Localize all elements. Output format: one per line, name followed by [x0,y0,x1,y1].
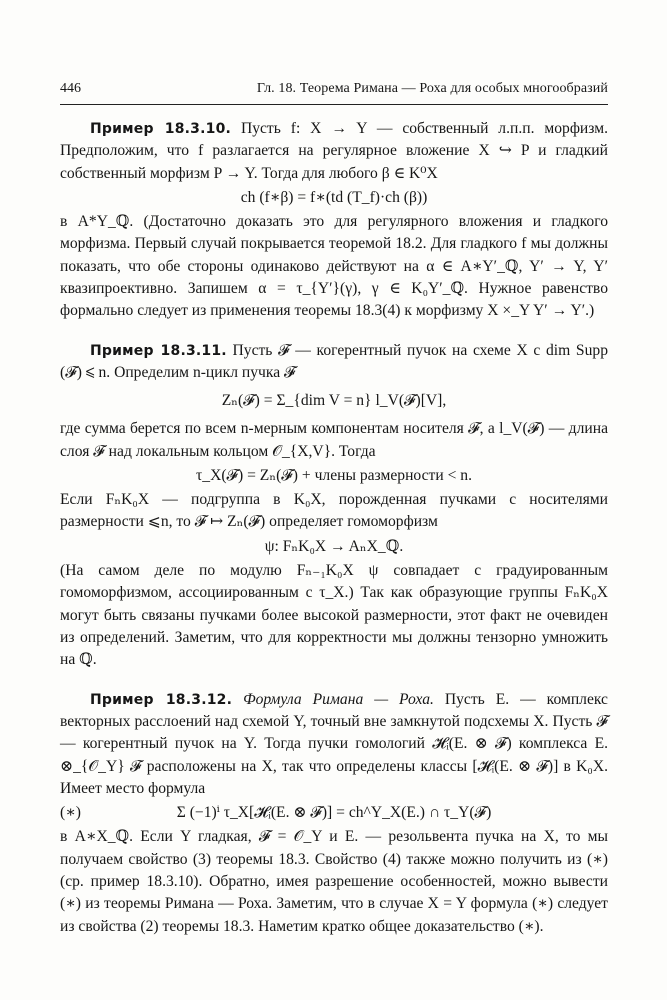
display-formula: ψ: FₙK₀X → AₙX_ℚ. [264,537,404,555]
display-formula-labeled [60,801,608,825]
paragraph-text: Пусть E. — комплекс векторных расслоений над схемой Y, точный вне замкнутой подсхемы X. Пусть 𝓕 — когерентный пучок на Y. Тогда пучки гомологий 𝓗ᵢ(E. ⊗ 𝓕) комплекса E. ⊗_{𝒪_Y} 𝓕 расположены на X, так что определены классы [𝓗ᵢ(E. ⊗ 𝓕)] в K₀X. Имеет место формула [60,690,608,797]
paragraph-text: в A*Y_ℚ. (Достаточно доказать это для регулярного вложения и гладкого морфизма. Первый случай покрывается теоремой 18.2. Для гладкого f мы должны показать, что обе стороны одинаково действуют на α ∈ A∗Y′_ℚ, Y′ → Y, Y′ квазипроективно. Запишем α = τ_{Y′}(γ), γ ∈ K₀Y′_ℚ. Нужное равенство формально следует из применения теоремы 18.3(4) к морфизму X ×_Y Y′ → Y′.) [60,213,608,320]
paragraph-text: где сумма берется по всем n-мерным компонентам носителя 𝓕, а l_V(𝓕) — длина слоя 𝓕 над локальным кольцом 𝒪_{X,V}. Тогда [60,420,608,460]
header-rule [60,104,608,105]
display-formula: τ_X(𝓕) = Zₙ(𝓕) + члены размерности < n. [196,467,472,485]
paragraph-text: (На самом деле по модулю Fₙ₋₁K₀X ψ совпадает с градуированным гомоморфизмом, ассоциированным с τ_X.) Так как образующие группы FₙK₀X могут быть связаны пучками более высокой размерности, этот факт не очевиден из определений. Заметим, что для корректности мы должны тензорно умножить на ℚ. [60,561,608,669]
formula-marker: (∗) [60,804,81,822]
running-title: Гл. 18. Теорема Римана — Роха для особых многообразий [256,81,608,96]
example-label: Пример 18.3.12. [90,691,233,708]
example-18-3-10-intro [60,118,608,185]
example-18-3-12-intro [60,689,608,801]
paragraph-text: Пусть f: X → Y — собственный л.п.п. морфизм. Предположим, что f разлагается на регулярное вложение X ↪ P и гладкий собственный морфизм P → Y. Тогда для любого β ∈ K⁰X [60,120,608,182]
paragraph-text: Пусть 𝓕 — когерентный пучок на схеме X с dim Supp (𝓕) ⩽ n. Определим n-цикл пучка 𝓕 [60,341,608,382]
example-title: Формула Римана — Роха. [243,690,434,708]
formula-body: Σ (−1)ⁱ τ_X[𝓗ᵢ(E. ⊗ 𝓕)] = ch^Y_X(E.) ∩ τ_Y(𝓕) [176,804,492,822]
display-formula: Zₙ(𝓕) = Σ_{dim V = n} l_V(𝓕)[V], [221,392,447,410]
paragraph-text: в A∗X_ℚ. Если Y гладкая, 𝓕 = 𝒪_Y и E. — резольвента пучка на X, то мы получаем свойство (3) теоремы 18.3. Свойство (4) также можно получить из (∗) (ср. пример 18.3.10). Обратно, имея разрешение особенностей, можно вывести (∗) из теоремы Римана — Роха. Заметим, что в случае X = Y формула (∗) следует из свойства (2) теоремы 18.3. Наметим кратко общее доказательство (∗). [60,828,608,935]
display-formula: ch (f∗β) = f∗(td (T_f)·ch (β)) [240,189,428,207]
page-number: 446 [60,81,81,96]
example-18-3-11-intro [60,340,608,385]
example-label: Пример 18.3.10. [90,121,232,137]
example-label: Пример 18.3.11. [90,342,227,359]
page-body [60,118,608,938]
paragraph-text: Если FₙK₀X — подгруппа в K₀X, порожденная пучками с носителями размерности ⩽n, то 𝓕 ↦ Zₙ(𝓕) определяет гомоморфизм [60,491,608,531]
